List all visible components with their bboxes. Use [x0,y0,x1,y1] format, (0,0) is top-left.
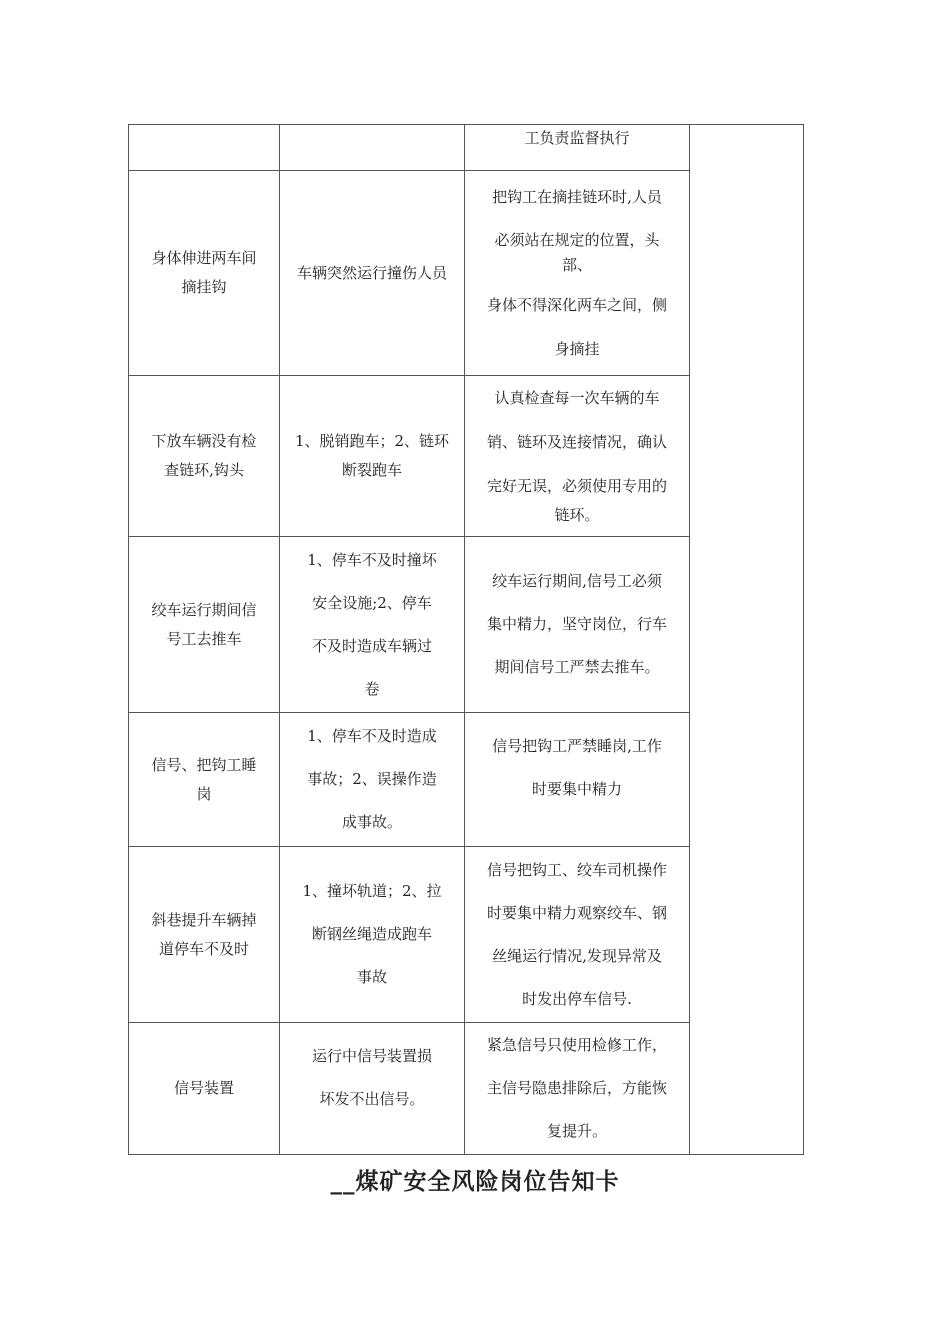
hazard-line: 1、停车不及时造成 [307,727,437,745]
hazard-cell [280,125,465,171]
table-row [129,125,804,171]
risk-table [128,124,804,1155]
measure-line: 身摘挂 [554,340,600,358]
measure-cell [465,713,690,847]
measure-line: 部、 [561,256,592,274]
hazard-line: 成事故。 [341,813,402,831]
hazard-cell: 车辆突然运行撞伤人员 [280,171,465,376]
hazard-line: 坏发不出信号。 [319,1090,425,1108]
measure-line: 复提升。 [546,1122,607,1140]
behavior-line: 摘挂钩 [181,278,227,296]
measure-line: 主信号隐患排除后，方能恢 [486,1079,667,1097]
measure-line: 时发出停车信号. [522,989,632,1008]
measure-line: 丝绳运行情况,发现异常及 [492,946,662,965]
measure-line: 时要集中精力 [531,780,622,798]
hazard-line: 安全设施;2、停车 [312,593,432,612]
card-title: __煤矿安全风险岗位告知卡 [330,1168,620,1195]
behavior-line: 身体伸进两车间 [151,249,257,267]
hazard-cell [280,847,465,1023]
behavior-line: 下放车辆没有检 [151,432,257,450]
behavior-cell [129,376,280,537]
measure-line: 信号把钩工、绞车司机操作 [486,860,667,879]
behavior-line: 信号、把钩工睡 [151,755,257,774]
behavior-line: 斜巷提升车辆掉 [151,910,257,929]
measure-line: 完好无误，必须使用专用的 [486,477,667,495]
hazard-line: 断钢丝绳造成跑车 [311,925,432,943]
measure-line: 时要集中精力观察绞车、钢 [486,903,667,922]
responsible-cell [690,125,804,1155]
measure-cell [465,125,690,171]
behavior-line: 查链环,钩头 [164,461,244,479]
hazard-line: 1、撞坏轨道；2、拉 [302,882,442,900]
measure-line: 链环。 [554,506,600,524]
measure-line: 绞车运行期间,信号工必须 [492,572,662,590]
measure-line: 集中精力，坚守岗位，行车 [486,615,667,633]
measure-cell [465,376,690,537]
hazard-line: 事故；2、误操作造 [307,770,437,788]
hazard-line: 断裂跑车 [341,461,402,479]
measure-line: 工负责监督执行 [524,129,630,147]
behavior-cell [129,1023,280,1155]
measure-line: 身体不得深化两车之间，侧 [486,296,667,314]
measure-line: 把钩工在摘挂链环时,人员 [492,188,662,206]
measure-line: 紧急信号只使用检修工作， [486,1036,667,1054]
behavior-line: 信号装置 [173,1079,234,1097]
measure-cell [465,171,690,376]
hazard-line: 1、停车不及时撞坏 [307,550,437,569]
measure-line: 信号把钩工严禁睡岗,工作 [492,737,662,755]
measure-cell [465,537,690,713]
hazard-line: 1、脱销跑车；2、链环 [294,432,450,450]
behavior-line: 道停车不及时 [158,939,249,958]
hazard-line: 卷 [364,679,380,698]
behavior-cell [129,125,280,171]
measure-cell [465,847,690,1023]
measure-cell [465,1023,690,1155]
behavior-line: 岗 [196,784,212,803]
measure-line: 销、链环及连接情况，确认 [486,433,667,451]
hazard-line: 不及时造成车辆过 [311,636,432,655]
measure-line: 认真检查每一次车辆的车 [494,389,660,407]
measure-line: 期间信号工严禁去推车。 [494,658,660,676]
hazard-line: 事故 [356,968,387,986]
hazard-cell [280,713,465,847]
hazard-cell [280,1023,465,1155]
behavior-cell [129,847,280,1023]
behavior-cell [129,537,280,713]
behavior-line: 号工去推车 [166,629,242,648]
measure-line: 必须站在规定的位置，头 [494,231,660,249]
hazard-cell [280,537,465,713]
behavior-cell [129,713,280,847]
behavior-cell [129,171,280,376]
behavior-line: 绞车运行期间信 [151,600,257,619]
hazard-line: 运行中信号装置损 [311,1047,432,1065]
hazard-cell [280,376,465,537]
